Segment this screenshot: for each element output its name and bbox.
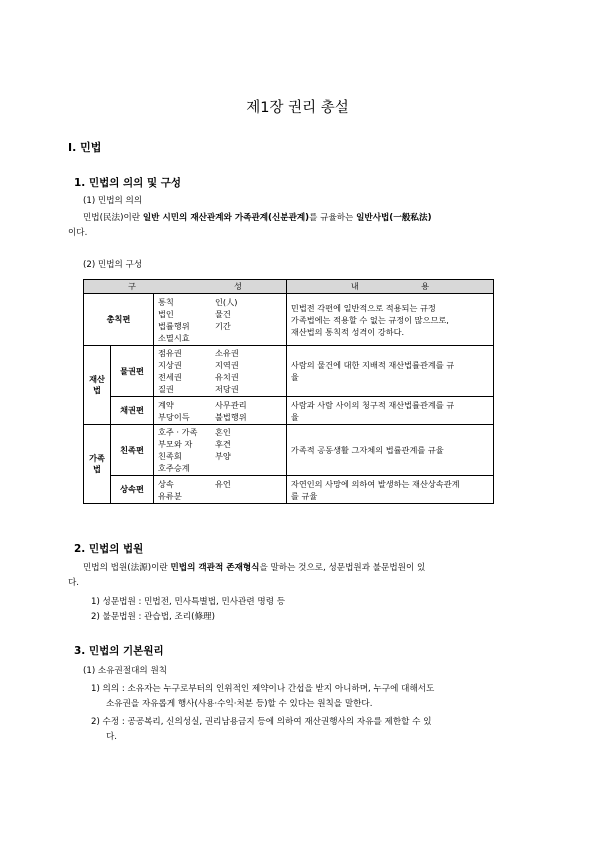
terms-real-rights: 점유권 소유권 지상권 지역권 전세권 유치권 질권 저당권 [154, 346, 287, 397]
subheading-structure: (2) 민법의 구성 [83, 260, 143, 270]
chapter-title: 제1장 권리 총설 [246, 100, 349, 116]
subheading-definition: (1) 민법의 의의 [83, 196, 143, 206]
content-obligations: 사람과 사람 사이의 청구적 재산법률관계를 규 율 [286, 397, 493, 425]
table-row [84, 346, 494, 397]
group-property-law: 재산법 [84, 346, 111, 425]
terms-obligations: 계약 사무관리 부당이득 불법행위 [154, 397, 287, 425]
table-row [84, 397, 494, 425]
ownership-meaning-line-2: 소유권을 자유롭게 행사(사용·수익·처분 등)할 수 있다는 원칙을 말한다. [106, 699, 373, 709]
category-general: 총칙편 [84, 294, 154, 346]
definition-line-1 [83, 212, 432, 225]
definition-emphasis-d: 일반사법(一般私法) [356, 213, 432, 223]
subheading-ownership: (1) 소유권절대의 원칙 [83, 666, 168, 676]
content-real-rights: 사람의 물건에 대한 지배적 재산법률관계를 규 율 [286, 346, 493, 397]
group-family-law: 가족법 [84, 425, 111, 504]
category-succession: 상속편 [111, 476, 154, 504]
sources-line-2: 다. [68, 578, 80, 588]
content-succession: 자연인의 사망에 의하여 발생하는 재산상속관계 를 규율 [286, 476, 493, 504]
part-heading: Ⅰ. 민법 [68, 141, 102, 154]
civil-law-structure-table [83, 279, 494, 504]
table-header-content: 내 용 [286, 280, 493, 294]
ownership-meaning-line-1: 1) 의의 : 소유자는 누구로부터의 인위적인 제약이나 간섭을 받지 아니하며, 누구에 대해서도 [91, 684, 435, 694]
section-heading-3: 3. 민법의 기본원리 [74, 645, 164, 657]
definition-emphasis-b: 일반 시민의 재산관계와 가족관계(신분관계) [142, 213, 310, 223]
terms-relatives: 호주 · 가족 혼인 부모와 자 후견 친족회 부양 호주승계 [154, 425, 287, 476]
ownership-modification-line-1: 2) 수정 : 공공복리, 신의성실, 권리남용금지 등에 의하여 재산권행사의 자유를 제한할 수 있 [91, 717, 432, 727]
terms-succession: 상속 유언 유류분 [154, 476, 287, 504]
ownership-modification-line-2: 다. [106, 732, 118, 742]
definition-text-c: 를 규율하는 [309, 213, 357, 223]
sources-emphasis: 민법의 객관적 존재형식 [170, 563, 260, 573]
table-row [84, 294, 494, 346]
table-row [84, 425, 494, 476]
sources-item-unwritten: 2) 불문법원 : 관습법, 조리(條理) [91, 612, 215, 622]
definition-text-a: 민법(民法)이란 [83, 213, 143, 223]
content-relatives: 가족적 공동생활 그자체의 법률관계를 규율 [286, 425, 493, 476]
section-heading-1: 1. 민법의 의의 및 구성 [74, 177, 182, 189]
section-heading-2: 2. 민법의 법원 [74, 543, 144, 555]
content-general: 민법전 각편에 일반적으로 적용되는 규정 가족법에는 적용할 수 없는 규정이 많으므로, 재산법의 통칙적 성격이 강하다. [286, 294, 493, 346]
table-header-structure: 구 성 [84, 280, 287, 294]
terms-general: 통칙 인(人) 법인 물건 법률행위 기간 소멸시효 [154, 294, 287, 346]
category-relatives: 친족편 [111, 425, 154, 476]
sources-item-written: 1) 성문법원 : 민법전, 민사특별법, 민사관련 명령 등 [91, 597, 286, 607]
definition-line-2: 이다. [68, 228, 88, 238]
sources-line-1: 민법의 법원(法源)이란 민법의 객관적 존재형식을 말하는 것으로, 성문법원과 불문법원이 있 [83, 563, 426, 573]
table-row [84, 476, 494, 504]
category-obligations: 채권편 [111, 397, 154, 425]
category-real-rights: 물권편 [111, 346, 154, 397]
